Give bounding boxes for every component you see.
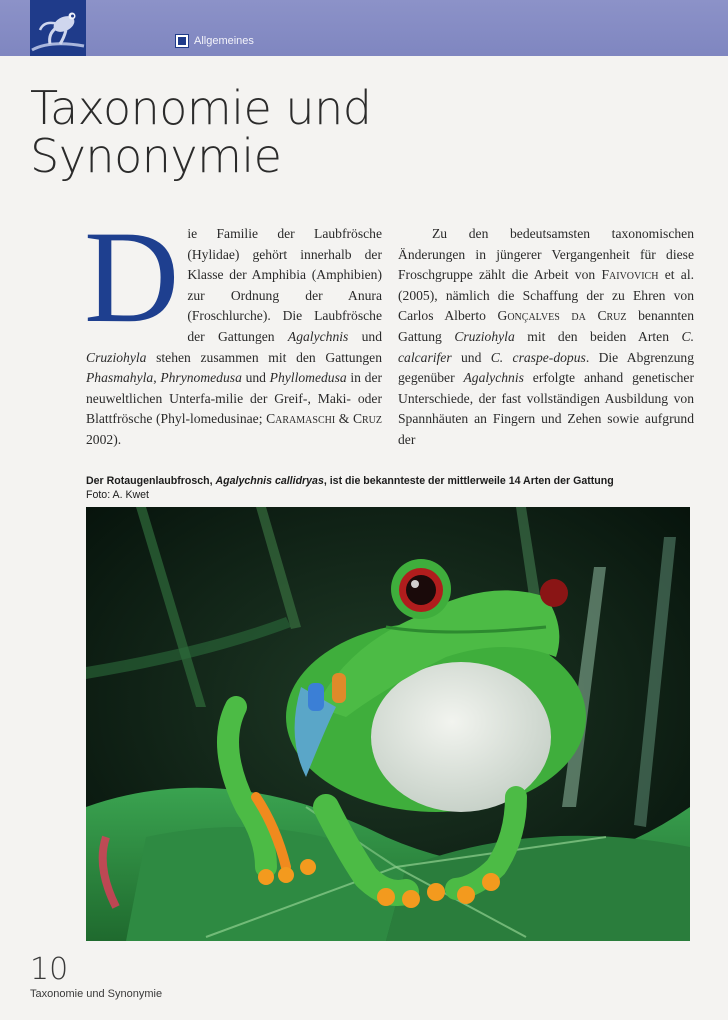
figure-caption	[86, 474, 690, 502]
body-text: ie Familie der Laubfrösche (Hylidae) gehört innerhalb der Klasse der Amphibia (Amphibien) zur Ordnung der Anura (Froschlurche). Die Laubfrösche der Gattungen	[187, 226, 382, 344]
caption-part: , ist die bekannteste der mittlerweile 14 Arten der Gattung	[323, 475, 614, 487]
caption-species: Agalychnis callidryas	[215, 475, 324, 487]
body-text: und	[241, 370, 270, 386]
body-text: in der neuweltlichen Unterfa-milie der Greif-, Maki- oder Blattfrösche (Phyl-lomedusinae;	[86, 370, 383, 427]
body-text: 2002).	[86, 431, 122, 447]
author-name: Cruz	[352, 411, 383, 427]
text-column-right	[398, 224, 694, 451]
paragraph	[84, 203, 383, 451]
body-text: und	[451, 349, 491, 365]
body-text: ,	[153, 370, 161, 386]
author-name: Caramaschi	[266, 411, 336, 427]
title-line-2: Synonymie	[30, 129, 282, 183]
page-number: 10	[30, 952, 69, 987]
genus-name: Phrynomedusa	[160, 370, 242, 386]
drop-cap: D	[84, 203, 180, 350]
species-name: C. calcarifer	[398, 328, 694, 365]
body-text: et al. (2005), nämlich die Schaffung der zu Ehren von Carlos Alberto	[398, 267, 694, 324]
header-band	[0, 0, 728, 56]
body-text: und	[348, 328, 382, 344]
photo-credit: Foto: A. Kwet	[86, 489, 150, 501]
genus-name: Cruziohyla	[86, 349, 147, 365]
body-text: . Die Abgrenzung gegenüber	[398, 349, 695, 386]
frog-logo-icon	[30, 0, 86, 56]
body-text: &	[335, 411, 353, 427]
frog-logo	[30, 0, 86, 56]
genus-name: Phyllomedusa	[269, 370, 347, 386]
body-text: mit den beiden Arten	[514, 328, 682, 344]
paragraph	[398, 224, 694, 451]
text-column-left	[84, 203, 383, 451]
genus-name: Phasmahyla	[86, 370, 154, 386]
section-label	[176, 33, 254, 49]
caption-text	[86, 474, 690, 488]
author-name: Faivovich	[601, 267, 659, 283]
species-name: C. craspe-dopus	[490, 349, 586, 365]
body-text: benannten Gattung	[398, 308, 695, 344]
square-icon	[176, 35, 188, 47]
page-title	[30, 81, 590, 183]
author-name: Gonçalves da Cruz	[497, 308, 627, 324]
red-eyed-tree-frog-image	[86, 507, 690, 941]
section-label-text: Allgemeines	[194, 35, 254, 47]
genus-name: Agalychnis	[287, 328, 349, 344]
body-text: erfolgte anhand genetischer Unterschiede, der fast vollständigen Ausbildung von Spannhäuten an Fingern und Zehen sowie aufgrund der	[398, 370, 694, 447]
title-line-1: Taxonomie und	[30, 81, 372, 135]
genus-name: Cruziohyla	[454, 328, 515, 344]
body-text: stehen zusammen mit den Gattungen	[146, 349, 382, 365]
genus-name: Agalychnis	[463, 370, 524, 386]
body-text: Zu den bedeutsamsten taxonomischen Änderungen in jüngerer Vergangenheit für diese Froschgruppe zählt die Arbeit von	[398, 226, 694, 283]
running-title: Taxonomie und Synonymie	[30, 988, 163, 1000]
caption-part: Der Rotaugenlaubfrosch,	[86, 475, 216, 487]
frog-photo	[86, 507, 690, 941]
